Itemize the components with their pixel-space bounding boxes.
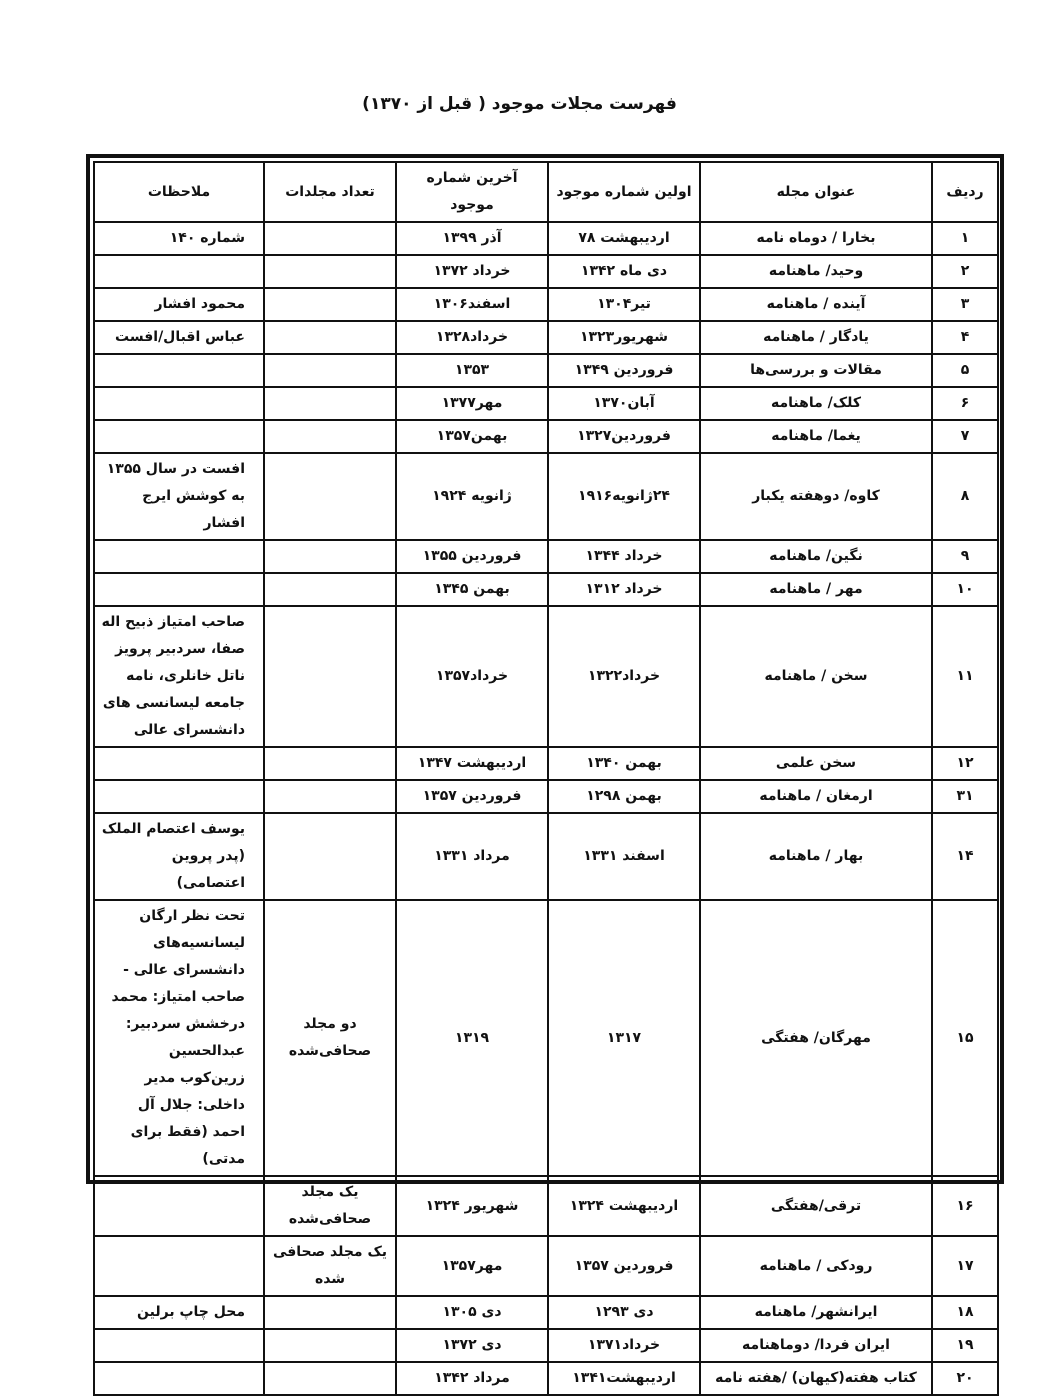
cell-notes (94, 387, 264, 420)
table-row (94, 420, 998, 453)
cell-first-issue: اسفند ۱۳۳۱ (548, 813, 700, 900)
cell-last-issue: اسفند۱۳۰۶ (396, 288, 548, 321)
cell-first-issue: دی ۱۲۹۳ (548, 1296, 700, 1329)
cell-row-number: ۳ (932, 288, 998, 321)
cell-last-issue: خرداد۱۳۵۷ (396, 606, 548, 747)
cell-notes (94, 1236, 264, 1296)
cell-first-issue: اردیبهشت ۱۳۲۴ (548, 1176, 700, 1236)
cell-notes (94, 354, 264, 387)
cell-last-issue: مرداد ۱۳۴۲ (396, 1362, 548, 1395)
cell-row-number: ۲۰ (932, 1362, 998, 1395)
cell-first-issue: بهمن ۱۲۹۸ (548, 780, 700, 813)
cell-volumes (264, 1362, 396, 1395)
cell-last-issue: فروردین ۱۳۵۷ (396, 780, 548, 813)
cell-notes (94, 540, 264, 573)
cell-first-issue: آبان۱۳۷۰ (548, 387, 700, 420)
cell-volumes (264, 453, 396, 540)
cell-volumes (264, 813, 396, 900)
cell-first-issue: ۱۳۱۷ (548, 900, 700, 1176)
table-row (94, 1236, 998, 1296)
cell-row-number: ۸ (932, 453, 998, 540)
cell-journal-title: کلک/ ماهنامه (700, 387, 932, 420)
header-row-number: ردیف (932, 162, 998, 222)
cell-first-issue: شهریور۱۳۲۳ (548, 321, 700, 354)
table-row (94, 813, 998, 900)
header-last-issue: آخرین شماره موجود (396, 162, 548, 222)
table-row (94, 354, 998, 387)
cell-volumes (264, 288, 396, 321)
cell-last-issue: ۱۳۱۹ (396, 900, 548, 1176)
cell-journal-title: بهار / ماهنامه (700, 813, 932, 900)
cell-row-number: ۳۱ (932, 780, 998, 813)
cell-last-issue: اردیبهشت ۱۳۴۷ (396, 747, 548, 780)
cell-row-number: ۱۸ (932, 1296, 998, 1329)
cell-volumes (264, 387, 396, 420)
cell-first-issue: خرداد۱۳۷۱ (548, 1329, 700, 1362)
cell-volumes (264, 747, 396, 780)
cell-volumes: یک مجلد صحافی‌شده (264, 1176, 396, 1236)
cell-volumes (264, 321, 396, 354)
cell-notes: عباس اقبال/افست (94, 321, 264, 354)
cell-row-number: ۱۰ (932, 573, 998, 606)
cell-last-issue: دی ۱۳۷۲ (396, 1329, 548, 1362)
cell-volumes (264, 420, 396, 453)
table-row (94, 606, 998, 747)
table-row (94, 453, 998, 540)
page-title: فهرست مجلات موجود ( قبل از ۱۳۷۰) (362, 94, 677, 114)
cell-volumes (264, 1329, 396, 1362)
cell-notes: یوسف اعتصام الملک (پدر پروین اعتصامی) (94, 813, 264, 900)
cell-first-issue: فروردین ۱۳۵۷ (548, 1236, 700, 1296)
cell-first-issue: فروردین۱۳۲۷ (548, 420, 700, 453)
cell-first-issue: خرداد ۱۳۱۲ (548, 573, 700, 606)
cell-notes (94, 1329, 264, 1362)
header-journal-title: عنوان مجله (700, 162, 932, 222)
cell-volumes (264, 255, 396, 288)
table-row (94, 573, 998, 606)
cell-row-number: ۷ (932, 420, 998, 453)
cell-row-number: ۱۹ (932, 1329, 998, 1362)
cell-last-issue: بهمن ۱۳۴۵ (396, 573, 548, 606)
cell-journal-title: ترقی/هفتگی (700, 1176, 932, 1236)
cell-journal-title: مهر / ماهنامه (700, 573, 932, 606)
cell-journal-title: رودکی / ماهنامه (700, 1236, 932, 1296)
cell-volumes (264, 354, 396, 387)
cell-first-issue: خرداد۱۳۲۲ (548, 606, 700, 747)
cell-notes: افست در سال ۱۳۵۵ به کوشش ایرج افشار (94, 453, 264, 540)
cell-journal-title: مقالات و بررسی‌ها (700, 354, 932, 387)
cell-journal-title: یغما/ ماهنامه (700, 420, 932, 453)
table-row (94, 1296, 998, 1329)
table-row (94, 900, 998, 1176)
cell-journal-title: سخن / ماهنامه (700, 606, 932, 747)
cell-volumes: دو مجلد صحافی‌شده (264, 900, 396, 1176)
table-row (94, 780, 998, 813)
cell-journal-title: ارمغان / ماهنامه (700, 780, 932, 813)
cell-row-number: ۵ (932, 354, 998, 387)
table-row (94, 321, 998, 354)
cell-volumes (264, 540, 396, 573)
cell-notes (94, 420, 264, 453)
table-row (94, 1362, 998, 1395)
cell-notes: محل چاپ برلین (94, 1296, 264, 1329)
cell-first-issue: بهمن ۱۳۴۰ (548, 747, 700, 780)
cell-journal-title: بخارا / دوماه نامه (700, 222, 932, 255)
cell-row-number: ۱۴ (932, 813, 998, 900)
cell-first-issue: اردیبهشت ۷۸ (548, 222, 700, 255)
cell-journal-title: ایرانشهر/ ماهنامه (700, 1296, 932, 1329)
cell-notes (94, 747, 264, 780)
cell-first-issue: فروردین ۱۳۴۹ (548, 354, 700, 387)
cell-row-number: ۱۱ (932, 606, 998, 747)
cell-last-issue: مرداد ۱۳۳۱ (396, 813, 548, 900)
journals-table (93, 161, 999, 1396)
cell-notes (94, 1362, 264, 1395)
cell-last-issue: مهر۱۳۷۷ (396, 387, 548, 420)
cell-notes: محمود افشار (94, 288, 264, 321)
cell-last-issue: خرداد۱۳۲۸ (396, 321, 548, 354)
cell-first-issue: دی ماه ۱۳۴۲ (548, 255, 700, 288)
cell-first-issue: تیر۱۳۰۴ (548, 288, 700, 321)
cell-last-issue: مهر۱۳۵۷ (396, 1236, 548, 1296)
cell-row-number: ۶ (932, 387, 998, 420)
cell-journal-title: نگین/ ماهنامه (700, 540, 932, 573)
cell-notes: تحت نظر ارگان لیسانسیه‌های دانشسرای عالی - صاحب امتیاز: محمد درخشش سردبیر: عبدالحسین زرین‌کوب مدیر داخلی: جلال آل احمد (فقط برای مدتی) (94, 900, 264, 1176)
cell-row-number: ۱۲ (932, 747, 998, 780)
cell-journal-title: وحید/ ماهنامه (700, 255, 932, 288)
header-first-issue: اولین شماره موجود (548, 162, 700, 222)
cell-notes: صاحب امتیاز ذبیح اله صفا، سردبیر پرویز ناتل خانلری، نامه جامعه لیسانسی های دانشسرای عالی (94, 606, 264, 747)
cell-notes (94, 255, 264, 288)
cell-journal-title: سخن علمی (700, 747, 932, 780)
cell-first-issue: ۲۴ژانویه۱۹۱۶ (548, 453, 700, 540)
cell-journal-title: کتاب هفته(کیهان) /هفته نامه (700, 1362, 932, 1395)
cell-journal-title: ایران فردا/ دوماهنامه (700, 1329, 932, 1362)
cell-volumes (264, 780, 396, 813)
cell-volumes (264, 1296, 396, 1329)
cell-journal-title: کاوه/ دوهفته یکبار (700, 453, 932, 540)
header-row (94, 162, 998, 222)
cell-row-number: ۱ (932, 222, 998, 255)
table-row (94, 540, 998, 573)
cell-row-number: ۴ (932, 321, 998, 354)
cell-last-issue: ۱۳۵۳ (396, 354, 548, 387)
cell-row-number: ۱۶ (932, 1176, 998, 1236)
cell-first-issue: اردیبهشت۱۳۴۱ (548, 1362, 700, 1395)
cell-volumes: یک مجلد صحافی شده (264, 1236, 396, 1296)
cell-notes (94, 573, 264, 606)
cell-last-issue: بهمن۱۳۵۷ (396, 420, 548, 453)
cell-row-number: ۱۷ (932, 1236, 998, 1296)
table-row (94, 387, 998, 420)
cell-volumes (264, 222, 396, 255)
cell-volumes (264, 606, 396, 747)
cell-journal-title: مهرگان/ هفتگی (700, 900, 932, 1176)
cell-row-number: ۲ (932, 255, 998, 288)
table-row (94, 255, 998, 288)
journals-table-frame (86, 154, 1004, 1386)
cell-row-number: ۹ (932, 540, 998, 573)
cell-last-issue: خرداد ۱۳۷۲ (396, 255, 548, 288)
header-notes: ملاحظات (94, 162, 264, 222)
table-row (94, 1176, 998, 1236)
table-row (94, 288, 998, 321)
cell-last-issue: ژانویه ۱۹۲۴ (396, 453, 548, 540)
cell-notes (94, 780, 264, 813)
cell-journal-title: یادگار / ماهنامه (700, 321, 932, 354)
cell-row-number: ۱۵ (932, 900, 998, 1176)
table-row (94, 1329, 998, 1362)
cell-last-issue: آذر ۱۳۹۹ (396, 222, 548, 255)
table-row (94, 747, 998, 780)
cell-notes (94, 1176, 264, 1236)
cell-last-issue: دی ۱۳۰۵ (396, 1296, 548, 1329)
header-volumes: تعداد مجلدات (264, 162, 396, 222)
table-row (94, 222, 998, 255)
cell-first-issue: خرداد ۱۳۴۴ (548, 540, 700, 573)
cell-journal-title: آینده / ماهنامه (700, 288, 932, 321)
cell-last-issue: شهریور ۱۳۲۴ (396, 1176, 548, 1236)
cell-volumes (264, 573, 396, 606)
cell-last-issue: فروردین ۱۳۵۵ (396, 540, 548, 573)
cell-notes: شماره ۱۴۰ (94, 222, 264, 255)
